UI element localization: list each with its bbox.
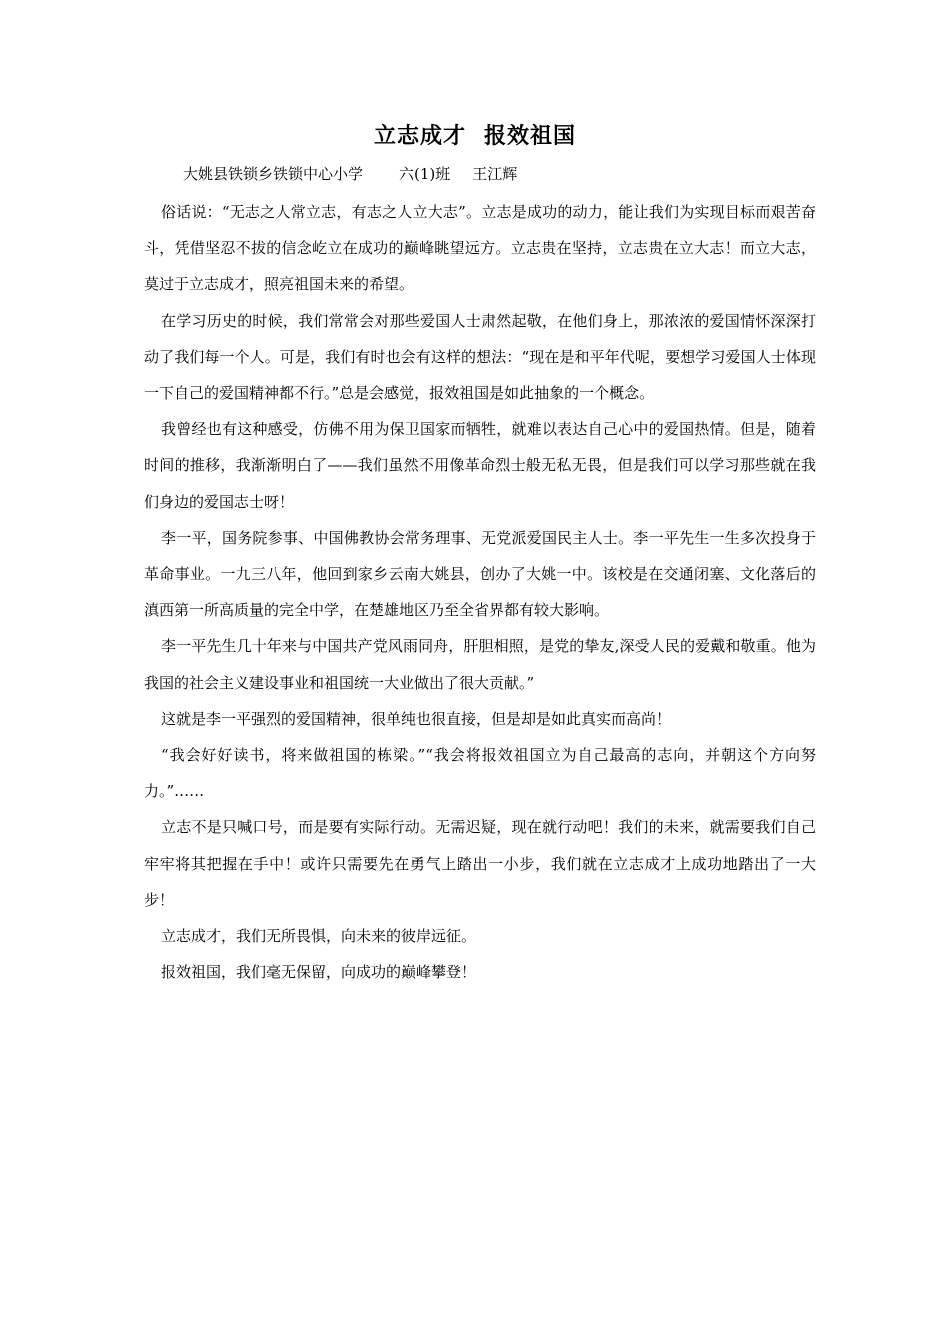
author-name: 王江辉 [472,165,518,183]
author-school: 大姚县铁锁乡铁锁中心小学 [183,165,364,183]
paragraph-4: 李一平，国务院参事、中国佛教协会常务理事、无党派爱国民主人士。李一平先生一生多次投身于革命事业。一九三八年，他回到家乡云南大姚县，创办了大姚一中。该校是在交通闭塞、文化落后的滇西第一所高质量的完全中学，在楚雄地区乃至全省界都有较大影响。 [144,528,816,620]
paragraph-8: 立志不是只喊口号，而是要有实际行动。无需迟疑，现在就行动吧！我们的未来，就需要我们自己牢牢将其把握在手中！或许只需要先在勇气上踏出一小步，我们就在立志成才上成功地踏出了一大步！ [144,818,816,909]
title-part-2: 报效祖国 [484,123,577,149]
paragraph-7: “我会好好读书，将来做祖国的栋梁。”“我会将报效祖国立为自己最高的志向，并朝这个方向努力。”…… [144,746,816,801]
essay-body [144,194,816,990]
paragraph-2: 在学习历史的时候，我们常常会对那些爱国人士肃然起敬，在他们身上，那浓浓的爱国情怀深深打动了我们每一个人。可是，我们有时也会有这样的想法：“现在是和平年代呢，要想学习爱国人士体现一下自己的爱国精神都不行。”总是会感觉，报效祖国是如此抽象的一个概念。 [144,311,816,403]
author-byline [183,160,517,188]
paragraph-3: 我曾经也有这种感受，仿佛不用为保卫国家而牺牲，就难以表达自己心中的爱国热情。但是，随着时间的推移，我渐渐明白了——我们虽然不用像革命烈士般无私无畏，但是我们可以学习那些就在我们身边的爱国志士呀！ [144,420,816,511]
page-title [0,118,950,154]
paragraph-6: 这就是李一平强烈的爱国精神，很单纯也很直接，但是却是如此真实而高尚！ [161,709,672,728]
paragraph-10: 报效祖国，我们毫无保留，向成功的巅峰攀登！ [161,963,477,982]
paragraph-5: 李一平先生几十年来与中国共产党风雨同舟，肝胆相照，是党的挚友,深受人民的爱戴和敬重。他为我国的社会主义建设事业和祖国统一大业做出了很大贡献。” [144,637,816,692]
paragraph-9: 立志成才，我们无所畏惧，向未来的彼岸远征。 [161,927,477,946]
author-class: 六(1)班 [399,165,451,183]
paragraph-1: 俗话说：“无志之人常立志，有志之人立大志”。立志是成功的动力，能让我们为实现目标而艰苦奋斗，凭借坚忍不拔的信念屹立在成功的巅峰眺望远方。立志贵在坚持，立志贵在立大志！而立大志，莫过于立志成才，照亮祖国未来的希望。 [144,203,816,294]
title-part-1: 立志成才 [373,123,466,149]
